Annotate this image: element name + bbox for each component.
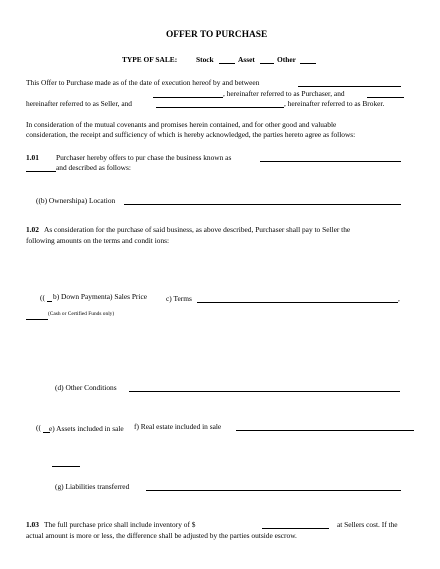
consideration-line-2: consideration, the receipt and sufficiency of which is hereby acknowledged, the parties hereto agree as follows:	[26, 130, 356, 139]
terms-label: c) Terms	[166, 294, 192, 303]
real-estate-label: f) Real estate included in sale	[134, 422, 222, 431]
down-payment-prefix: ((	[40, 293, 45, 302]
consideration-line-1: In consideration of the mutual covenants and promises herein contained, and for other good and valuable	[26, 120, 337, 129]
seller-name-blank[interactable]	[367, 97, 404, 98]
intro-line-1: This Offer to Purchase made as of the date of execution hereof by and between	[26, 78, 260, 87]
assets-prefix: ((	[36, 423, 41, 432]
intro-line-2: , hereinafter referred to as Purchaser, and	[223, 89, 345, 98]
type-of-sale-label: TYPE OF SALE:	[122, 55, 178, 64]
liabilities-blank[interactable]	[146, 490, 401, 491]
real-estate-blank[interactable]	[236, 430, 414, 431]
terms-blank[interactable]	[197, 302, 398, 303]
liabilities-label: (g) Liabilities transferred	[55, 482, 130, 491]
sales-price-blank[interactable]	[26, 319, 48, 320]
inventory-amount-blank[interactable]	[262, 528, 329, 529]
other-blank[interactable]	[300, 63, 316, 64]
section-1-01-text-2: and described as follows:	[56, 163, 131, 172]
document-title: OFFER TO PURCHASE	[166, 30, 268, 40]
section-1-01-text: Purchaser hereby offers to pur chase the business known as	[56, 153, 232, 162]
other-conditions-blank[interactable]	[129, 391, 400, 392]
section-1-02-line-1: As consideration for the purchase of said business, as above described, Purchaser shall pay to Seller the	[44, 225, 351, 234]
asset-blank[interactable]	[260, 63, 274, 64]
down-payment-mini-blank[interactable]	[47, 301, 52, 302]
cash-note: (Cash or Certified Funds only)	[48, 311, 115, 317]
stock-blank[interactable]	[219, 63, 235, 64]
asset-label: Asset	[238, 55, 255, 64]
other-conditions-label: (d) Other Conditions	[55, 383, 117, 392]
section-1-03-number: 1.03	[26, 520, 39, 529]
section-1-02-number: 1.02	[26, 225, 39, 234]
down-payment-label: b) Down Paymenta) Sales Price	[53, 292, 148, 301]
intro-line-3b: , hereinafter referred to as Broker.	[284, 99, 385, 108]
section-1-03-line-1b: at Sellers cost. If the	[337, 520, 398, 529]
ownership-location-label: ((b) Ownershipa) Location	[36, 196, 116, 205]
purchaser-name-blank-2[interactable]	[153, 97, 223, 98]
section-1-02-line-2: following amounts on the terms and condit ions:	[26, 236, 170, 245]
purchaser-name-blank[interactable]	[298, 86, 401, 87]
location-blank[interactable]	[124, 204, 401, 205]
section-1-01-number: 1.01	[26, 153, 39, 162]
section-1-03-line-2: actual amount is more or less, the difference shall be adjusted by the parties outside escrow.	[26, 531, 297, 540]
terms-comma: ,	[398, 294, 400, 303]
business-name-blank[interactable]	[260, 161, 401, 162]
broker-name-blank[interactable]	[156, 107, 284, 108]
assets-label: e) Assets included in sale	[49, 424, 124, 433]
business-desc-blank[interactable]	[26, 171, 56, 172]
intro-line-3a: hereinafter referred to as Seller, and	[26, 99, 132, 108]
other-label: Other	[277, 55, 296, 64]
stock-label: Stock	[196, 55, 214, 64]
section-1-03-line-1a: The full purchase price shall include inventory of $	[44, 520, 196, 529]
assets-blank[interactable]	[52, 466, 80, 467]
